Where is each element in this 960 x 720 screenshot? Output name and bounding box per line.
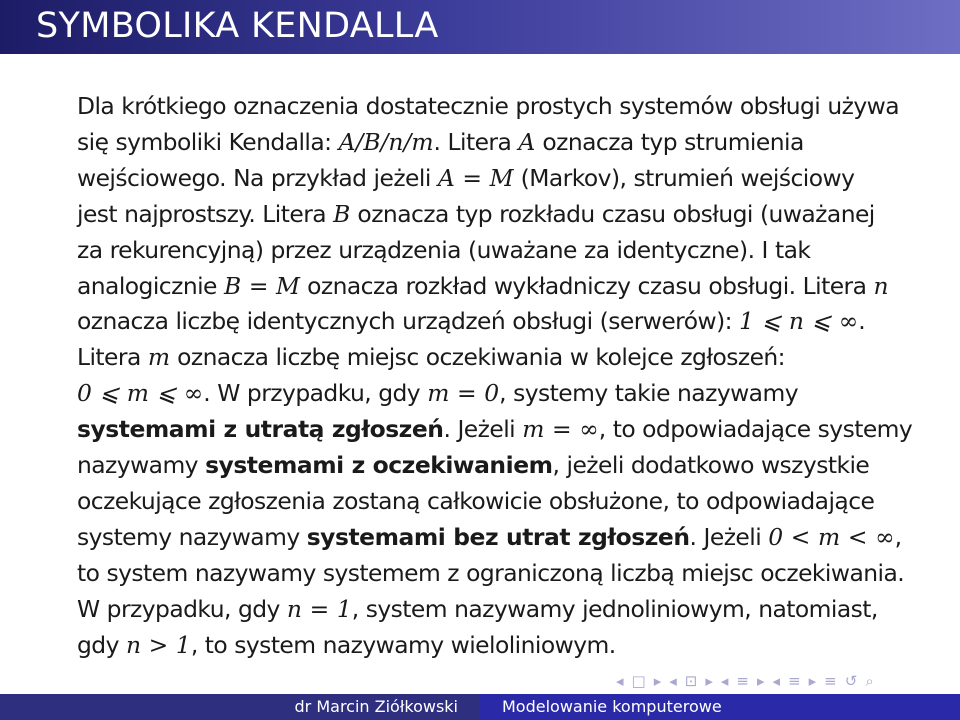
body-line-3: wejściowego. Na przykład jeżeli A = M (Markov), strumień wejściowy [77, 163, 855, 192]
title-bar [0, 0, 960, 54]
body-line-1: Dla krótkiego oznaczenia dostatecznie prostych systemów obsługi używa [77, 92, 899, 120]
nav-prev-section-icon[interactable]: ◂ [772, 672, 781, 690]
body-line-4: jest najprostszy. Litera B oznacza typ rozkładu czasu obsługi (uważanej [77, 199, 875, 228]
nav-next-frame-icon[interactable]: ▸ [705, 672, 713, 690]
nav-slide-icon[interactable]: □ [631, 672, 646, 690]
body-line-11: nazywamy systemami z oczekiwaniem, jeżeli dodatkowo wszystkie [77, 451, 870, 480]
body-line-10: systemami z utratą zgłoszeń. Jeżeli m = ∞, to odpowiadające systemy [77, 415, 913, 444]
nav-frame-icon[interactable]: ⊡ [684, 672, 698, 690]
body-line-9: 0 ⩽ m ⩽ ∞. W przypadku, gdy m = 0, systemy takie nazywamy [77, 379, 798, 408]
nav-document-icon[interactable]: ≡ [824, 672, 837, 690]
nav-next-subsection-icon[interactable]: ▸ [757, 672, 765, 690]
footer-author: dr Marcin Ziółkowski [0, 694, 480, 720]
nav-section-icon[interactable]: ≡ [788, 672, 801, 690]
slide-body [77, 89, 913, 664]
body-line-12: oczekujące zgłoszenia zostaną całkowicie obsłużone, to odpowiadające [77, 486, 875, 515]
footer [0, 694, 960, 720]
nav-next-section-icon[interactable]: ▸ [808, 672, 817, 690]
footer-course: Modelowanie komputerowe [480, 694, 960, 720]
body-line-13: systemy nazywamy systemami bez utrat zgłoszeń. Jeżeli 0 < m < ∞, [77, 522, 902, 551]
beamer-navigation [616, 670, 874, 692]
body-line-15: W przypadku, gdy n = 1, system nazywamy jednoliniowym, natomiast, [77, 594, 878, 623]
body-line-7: oznacza liczbę identycznych urządzeń obsługi (serwerów): 1 ⩽ n ⩽ ∞. [77, 307, 866, 336]
body-line-6: analogicznie B = M oznacza rozkład wykładniczy czasu obsługi. Litera n [77, 271, 889, 300]
body-line-2: się symboliki Kendalla: A/B/n/m. Litera A oznacza typ strumienia [77, 127, 804, 156]
nav-back-icon[interactable]: ↺ [844, 672, 858, 690]
nav-prev-slide-icon[interactable]: ◂ [616, 672, 624, 690]
body-line-14: to system nazywamy systemem z ograniczoną liczbą miejsc oczekiwania. [77, 558, 905, 587]
body-line-8: Litera m oznacza liczbę miejsc oczekiwania w kolejce zgłoszeń: [77, 343, 786, 372]
body-line-5: za rekurencyjną) przez urządzenia (uważane za identyczne). I tak [77, 235, 811, 264]
nav-prev-frame-icon[interactable]: ◂ [669, 672, 677, 690]
nav-next-slide-icon[interactable]: ▸ [653, 672, 662, 690]
body-line-16: gdy n > 1, to system nazywamy wieloliniowym. [77, 630, 616, 659]
nav-subsection-icon[interactable]: ≡ [736, 672, 749, 690]
nav-search-icon[interactable]: ⌕ [865, 672, 874, 690]
slide-title: SYMBOLIKA KENDALLA [36, 6, 439, 46]
nav-prev-subsection-icon[interactable]: ◂ [720, 672, 729, 690]
